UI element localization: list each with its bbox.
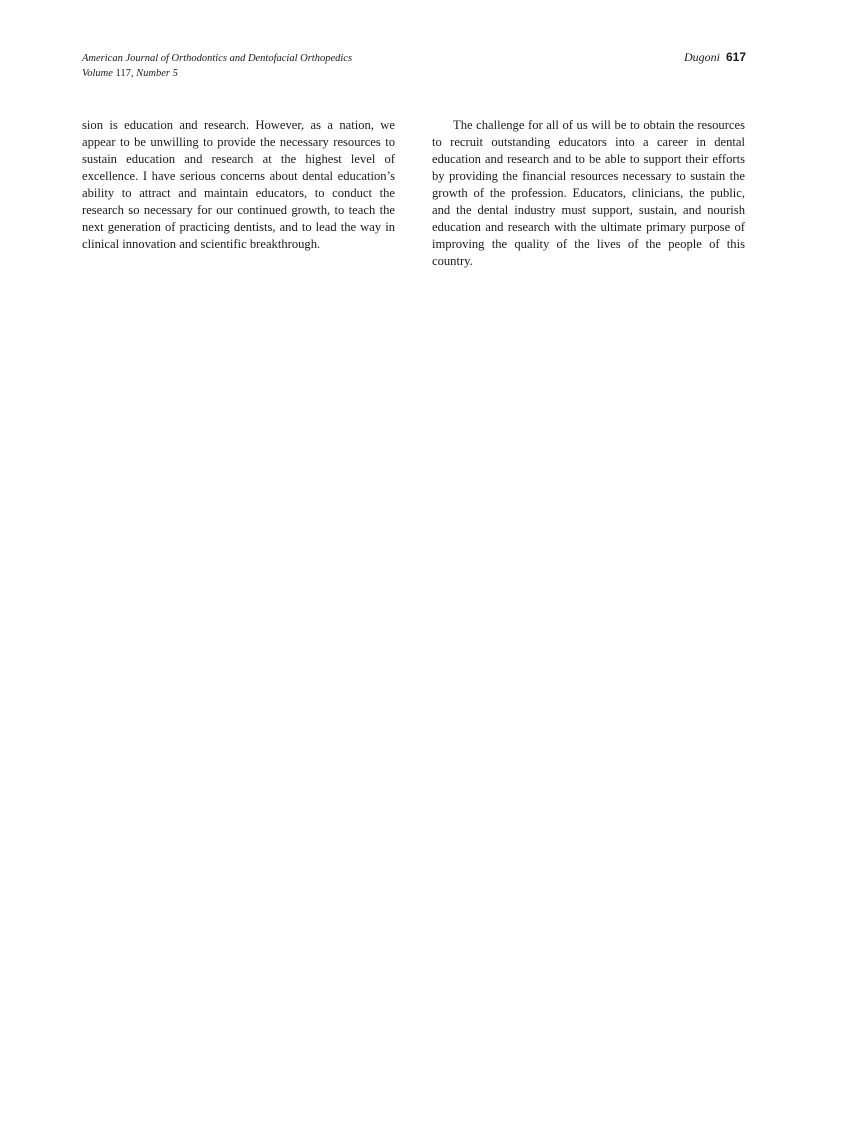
issue-number: Number 5 — [136, 68, 178, 79]
journal-citation — [82, 51, 352, 81]
volume-separator: , — [130, 68, 137, 79]
volume-number: 117 — [115, 68, 131, 79]
journal-title: American Journal of Orthodontics and Dentofacial Orthopedics — [82, 53, 353, 64]
page-meta — [684, 50, 746, 65]
body-column-left — [82, 117, 395, 253]
running-author: Dugoni — [683, 50, 720, 64]
volume-line — [82, 66, 352, 81]
body-paragraph-right: The challenge for all of us will be to obtain the resources to recruit outstanding educators into a career in dental education and research and to be able to support their efforts by providing the financial resources necessary to sustain the growth of the profession. Educators, clinicians, the public, and the dental industry must support, sustain, and nourish education and research with the ultimate primary purpose of improving the quality of the lives of the people of this country. — [432, 118, 745, 268]
page-number: 617 — [725, 50, 746, 64]
body-paragraph-left: sion is education and research. However, as a nation, we appear to be unwilling to provide the necessary resources to sustain education and research at the highest level of excellence. I have serious concerns about dental education’s ability to attract and maintain educators, to conduct the research so necessary for our continued growth, to teach the next generation of practicing dentists, and to lead the way in clinical innovation and scientific breakthrough. — [82, 118, 395, 251]
volume-label: Volume — [82, 68, 113, 79]
body-column-right — [432, 117, 745, 270]
